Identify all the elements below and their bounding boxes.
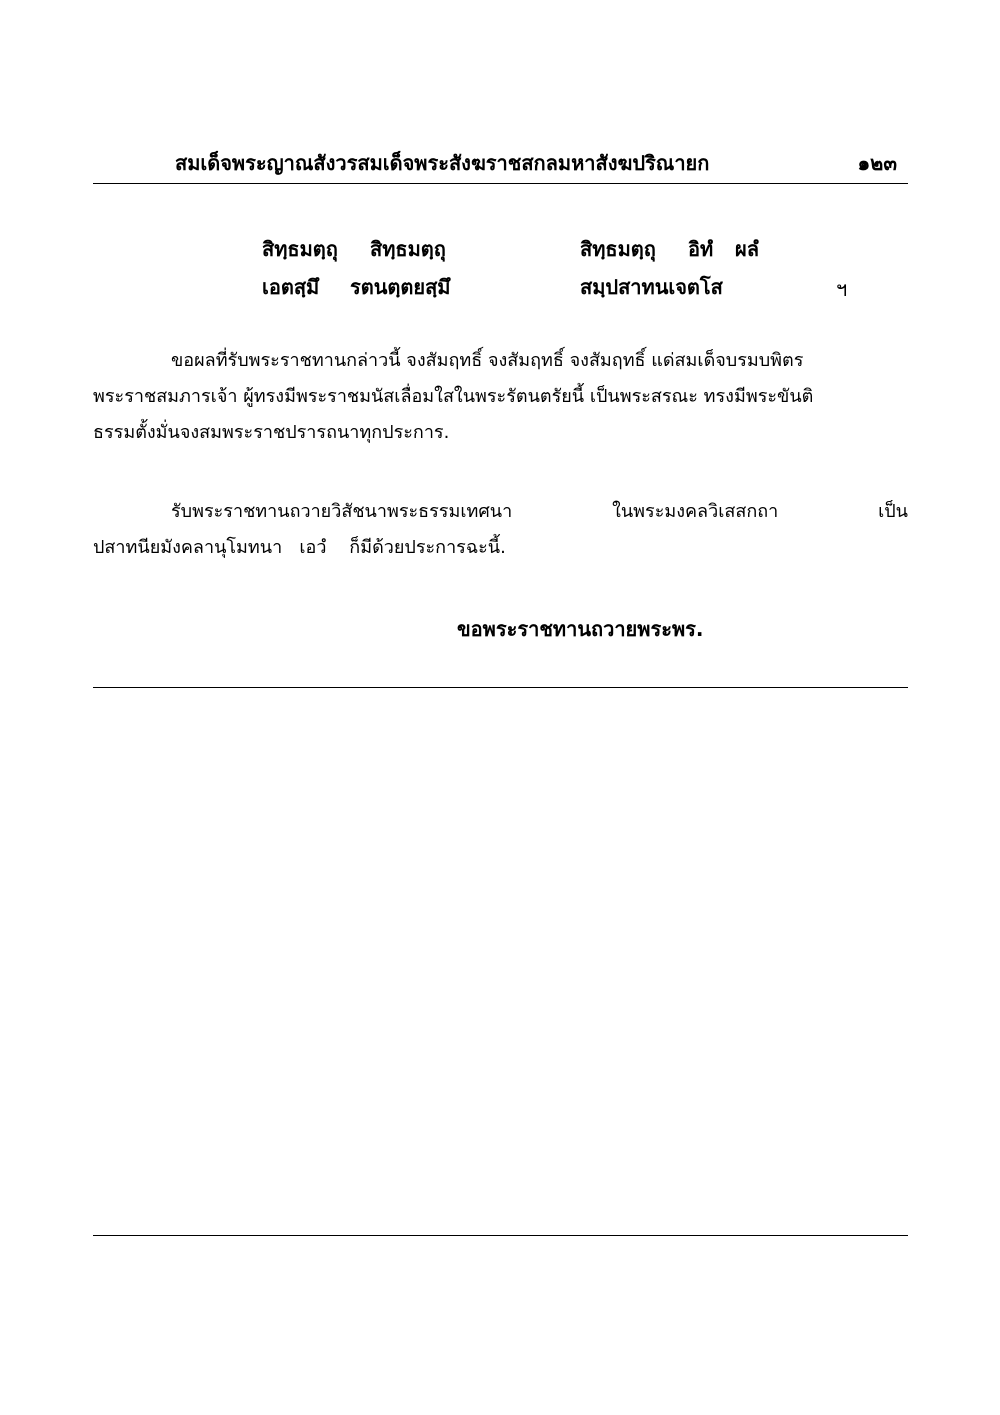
blessing-line-1-text: ขอผลที่รับพระราชทานกล่าวนี้ จงสัมฤทธิ์ จงสัมฤทธิ์ จงสัมฤทธิ์ แด่สมเด็จบรมบพิตร (171, 350, 804, 371)
verse-line1-word1: สิทฺธมตฺถุ (262, 237, 338, 261)
acceptance-line-1-start (93, 494, 512, 530)
verse-end-mark: ฯ (836, 277, 848, 301)
section-end-rule (93, 687, 908, 688)
verse-line2-word3: สมฺปสาทนเจตโส (580, 275, 723, 299)
verse-line1-word4: อิทํ (688, 237, 714, 261)
blessing-line-3: ธรรมตั้งมั่นจงสมพระราชปรารถนาทุกประการ. (93, 422, 450, 443)
blessing-line-2: พระราชสมภารเจ้า ผู้ทรงมีพระราชมนัสเลื่อมใสในพระรัตนตรัยนี้ เป็นพระสรณะ ทรงมีพระขันติ (93, 386, 814, 407)
verse-line1-word3: สิทฺธมตฺถุ (580, 237, 656, 261)
verse-line2-word2: รตนตฺตยสฺมึ (350, 275, 451, 299)
acceptance-line-1-part2: ในพระมงคลวิเสสกถา (612, 501, 779, 522)
page-number: ๑๒๓ (857, 151, 897, 175)
acceptance-paragraph (93, 494, 908, 566)
acceptance-line-1-part1: รับพระราชทานถวายวิสัชนาพระธรรมเทศนา (171, 501, 513, 522)
acceptance-line-2: ปสาทนียมังคลานุโมทนา เอวํ ก็มีด้วยประการฉะนี้. (93, 537, 506, 558)
verse-line1-word5: ผลํ (735, 237, 759, 261)
blessing-paragraph (93, 343, 908, 451)
verse-line2-word1: เอตสฺมึ (262, 275, 320, 299)
running-header-title: สมเด็จพระญาณสังวรสมเด็จพระสังฆราชสกลมหาสังฆปริณายก (175, 151, 710, 175)
acceptance-line-1-part3: เป็น (878, 501, 908, 522)
blessing-line-1 (93, 343, 908, 379)
verse-line1-word2: สิทฺธมตฺถุ (370, 237, 446, 261)
footer-rule (93, 1235, 908, 1236)
acceptance-line-1 (93, 494, 908, 530)
closing-salutation: ขอพระราชทานถวายพระพร. (457, 617, 704, 641)
header-rule (93, 183, 908, 184)
